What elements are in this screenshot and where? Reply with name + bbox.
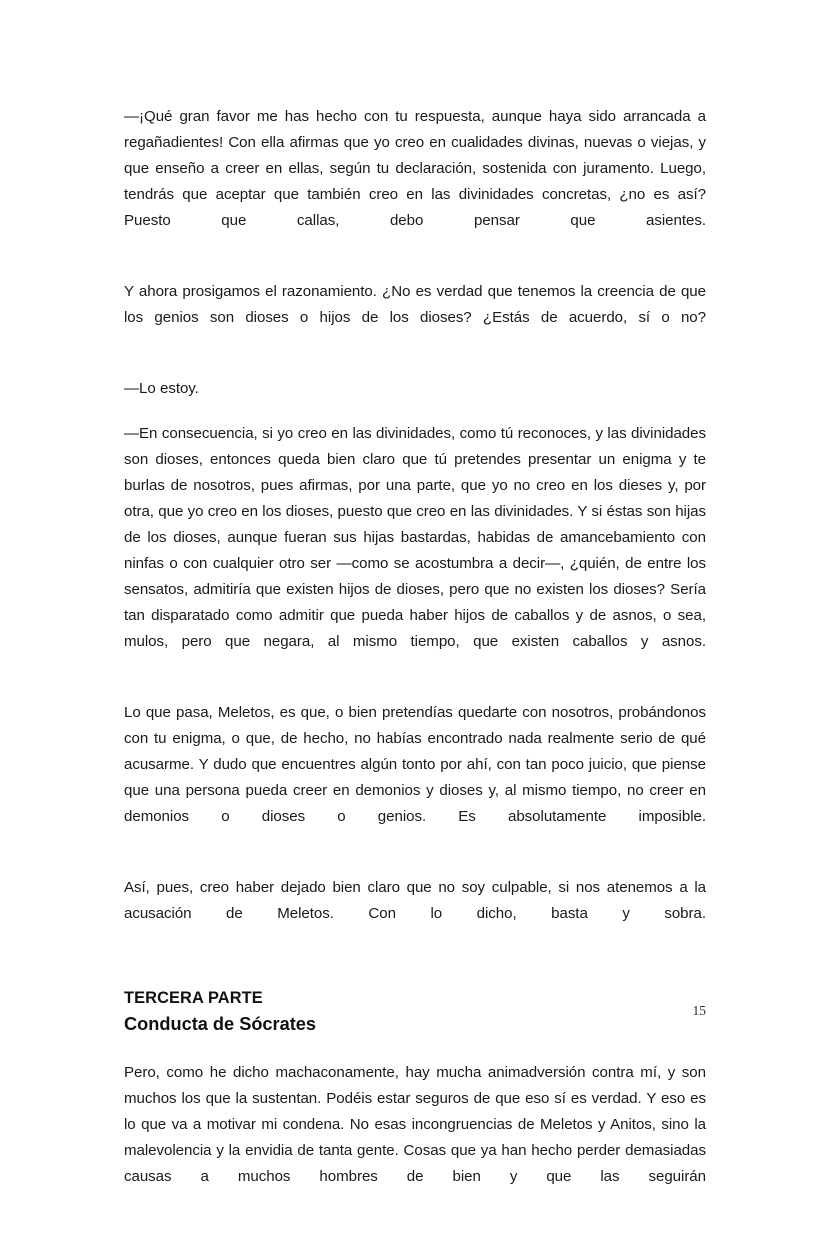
page-number: 15: [692, 1003, 706, 1018]
body-paragraph-dialogue: —Lo estoy.: [124, 380, 199, 397]
body-paragraph: —¡Qué gran favor me has hecho con tu respuesta, aunque haya sido arrancada a regañadientes! Con ella afirmas que yo creo en cualidades divinas, nuevas o viejas, y que enseño a creer en ellas, según tu declaración, sostenida con juramento. Luego, tendrás que aceptar que también creo en las divinidades concretas, ¿no es así? Puesto que callas, debo pensar que asientes.: [124, 108, 706, 229]
body-paragraph: —En consecuencia, si yo creo en las divinidades, como tú reconoces, y las divinidades son dioses, entonces queda bien claro que tú pretendes presentar un enigma y te burlas de nosotros, pues afirmas, por una parte, que yo no creo en los dieses y, por otra, que yo creo en los dioses, puesto que creo en las divinidades. Y si éstas son hijas de los dioses, aunque fueran sus hijas bastardas, habidas de amancebamiento con ninfas o con cualquier otro ser —como se acostumbra a decir—, ¿quién, de entre los sensatos, admitiría que existen hijos de dioses, pero que no existen los dioses? Sería tan disparatado como admitir que pueda haber hijos de caballos y de asnos, o sea, mulos, pero que negara, al mismo tiempo, que existen caballos y asnos.: [124, 425, 706, 650]
text-column: [124, 104, 706, 1235]
section-part-label: TERCERA PARTE: [124, 989, 263, 1007]
section-title: Conducta de Sócrates: [124, 1014, 317, 1034]
body-paragraph: Así, pues, creo haber dejado bien claro que no soy culpable, si nos atenemos a la acusación de Meletos. Con lo dicho, basta y sobra.: [124, 879, 706, 922]
body-paragraph: Y ahora prosigamos el razonamiento. ¿No es verdad que tenemos la creencia de que los genios son dioses o hijos de los dioses? ¿Estás de acuerdo, sí o no?: [124, 283, 706, 326]
section-heading-block: [124, 986, 706, 1038]
body-paragraph: Lo que pasa, Meletos, es que, o bien pretendías quedarte con nosotros, probándonos con tu enigma, o que, de hecho, no habías encontrado nada realmente serio de qué acusarme. Y dudo que encuentres algún tonto por ahí, con tan poco juicio, que piense que una persona pueda creer en demonios y dioses y, al mismo tiempo, no creer en demonios o dioses o genios. Es absolutamente imposible.: [124, 704, 706, 825]
body-paragraph: Pero, como he dicho machaconamente, hay mucha animadversión contra mí, y son muchos los que la sustentan. Podéis estar seguros de que eso sí es verdad. Y eso es lo que va a motivar mi condena. No esas incongruencias de Meletos y Anitos, sino la malevolencia y la envidia de tanta gente. Cosas que ya han hecho perder demasiadas causas a muchos hombres de bien y que las seguirán: [124, 1064, 706, 1185]
